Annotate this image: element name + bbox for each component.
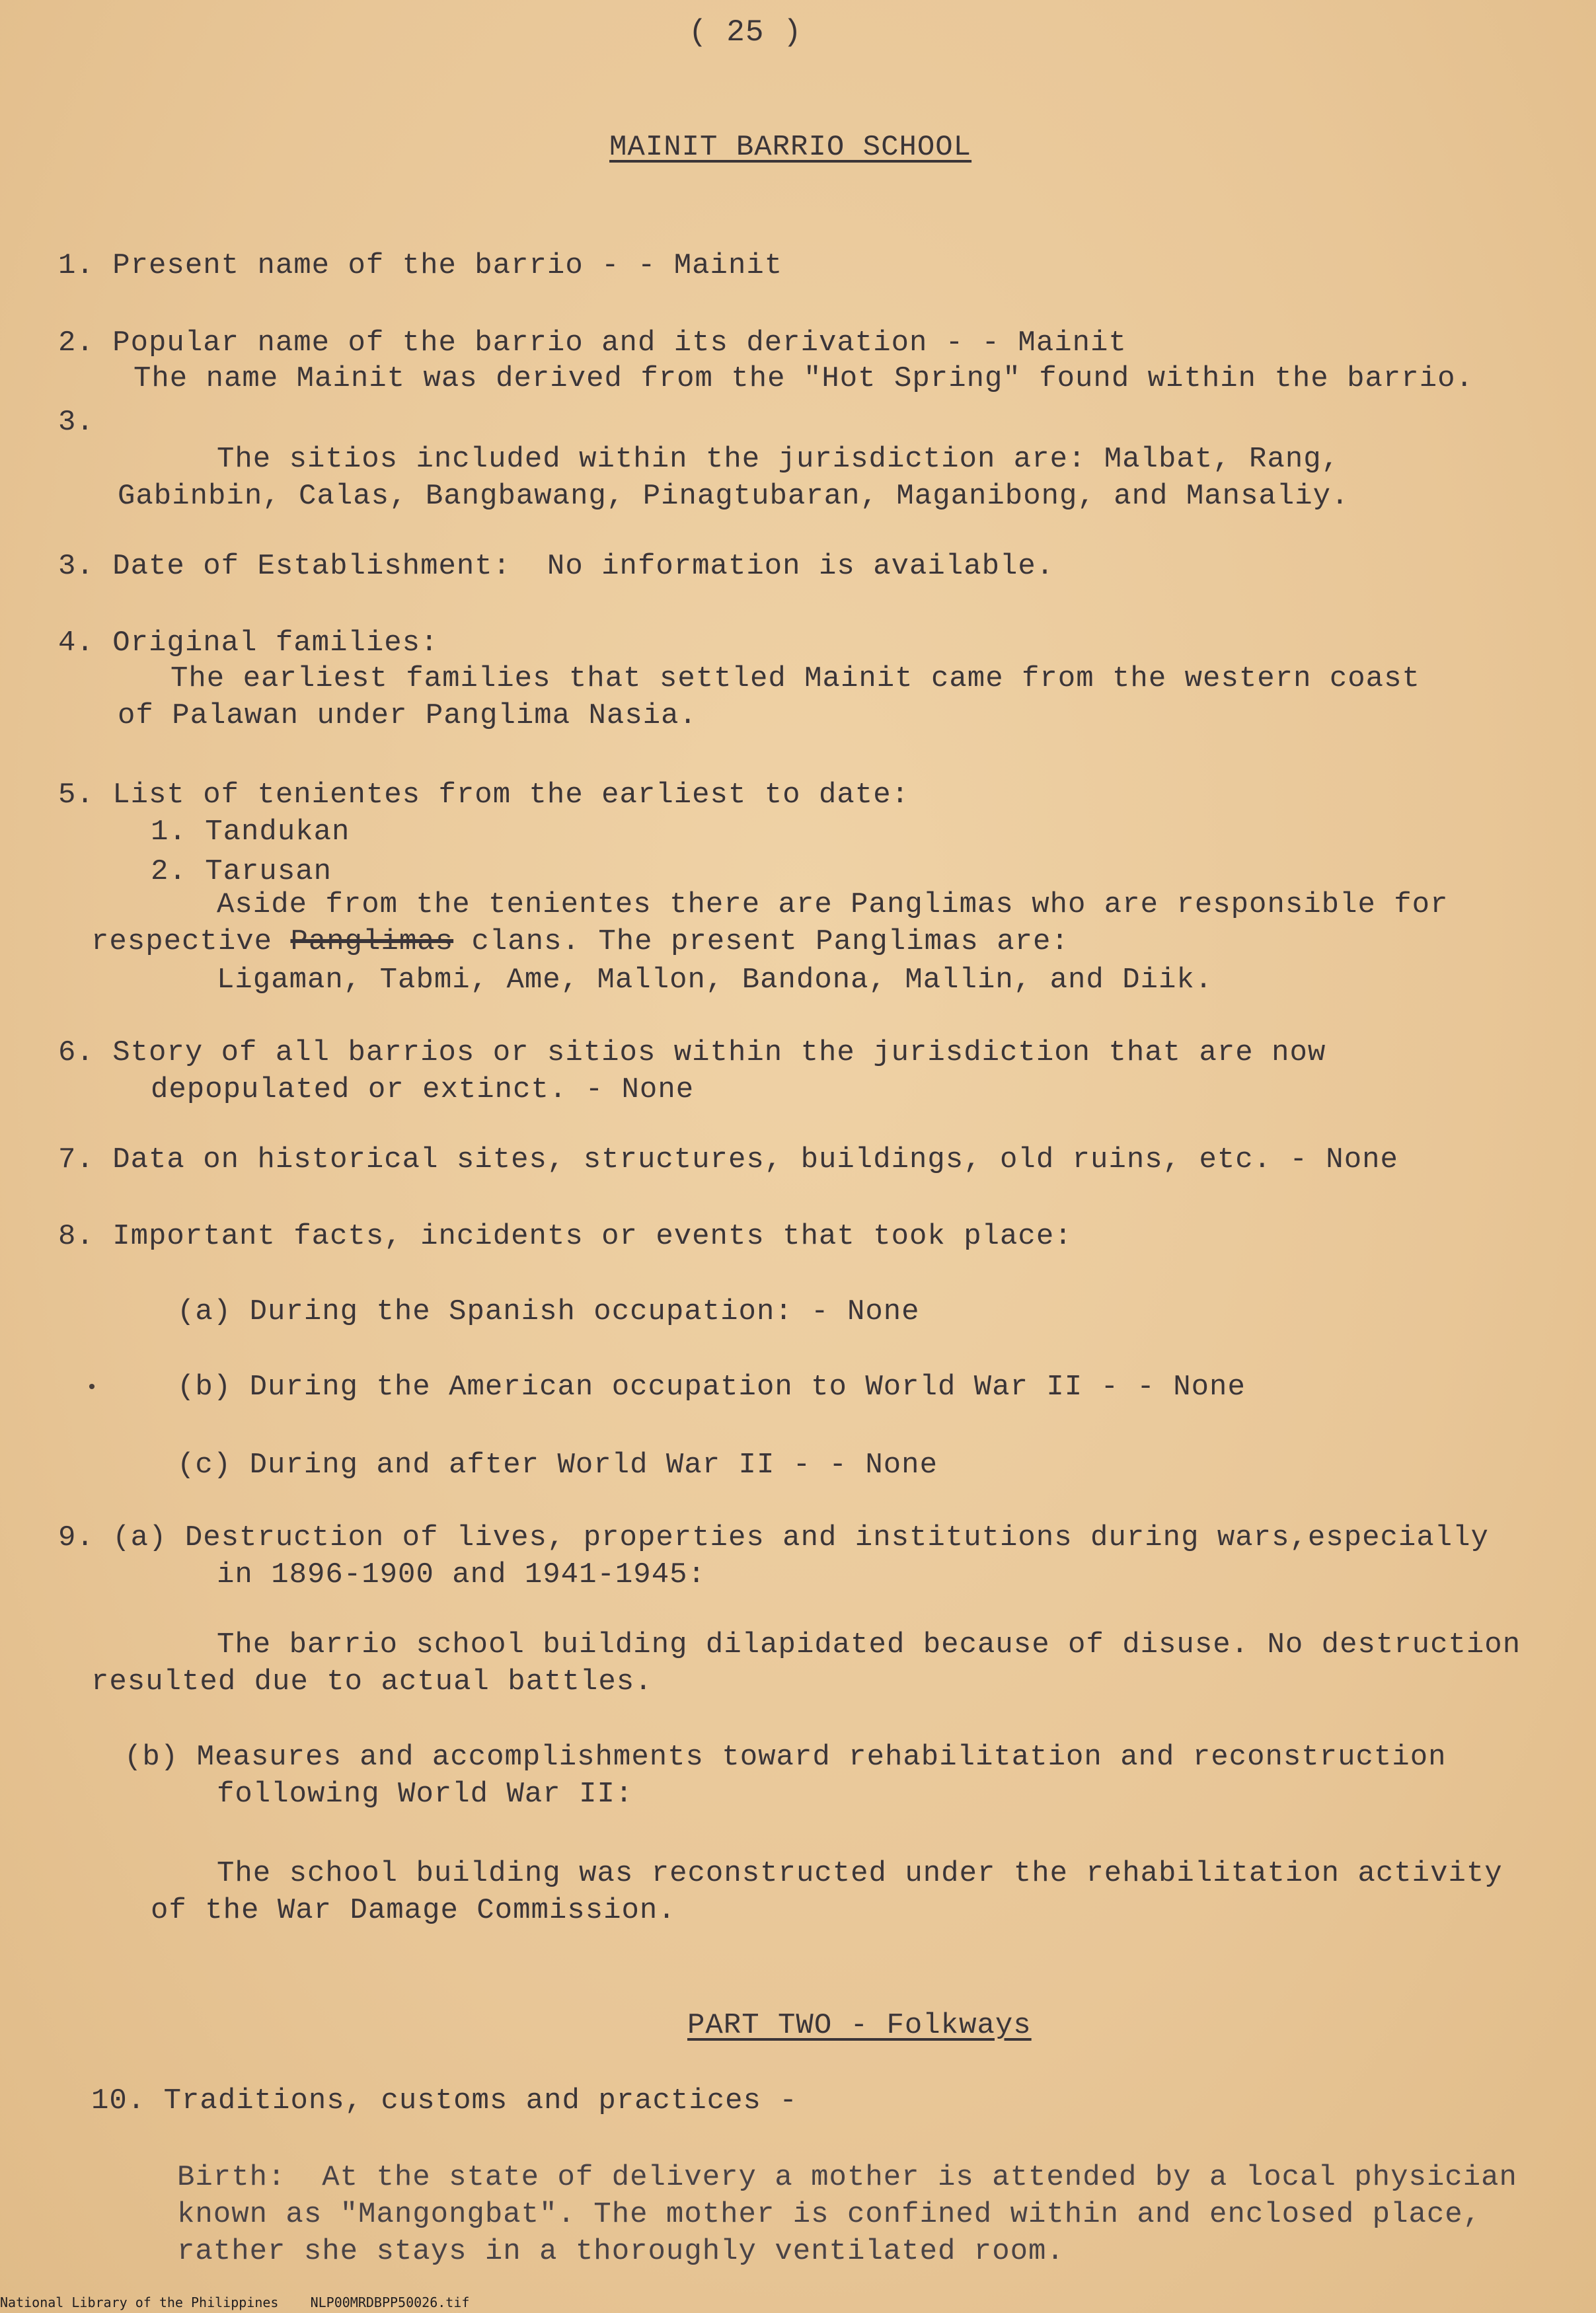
item-1: 1. Present name of the barrio - - Mainit xyxy=(58,249,783,282)
item-9b-text-line2: of the War Damage Commission. xyxy=(151,1894,676,1927)
item-9b-text-line1: The school building was reconstructed under the rehabilitation activity xyxy=(217,1857,1503,1890)
birth-text-line2: known as "Mangongbat". The mother is confined within and enclosed place, xyxy=(177,2198,1482,2231)
item-9b-heading-line2: following World War II: xyxy=(217,1778,634,1811)
item-8-heading: 8. Important facts, incidents or events that took place: xyxy=(58,1220,1073,1253)
item-7: 7. Data on historical sites, structures, buildings, old ruins, etc. - None xyxy=(58,1143,1398,1176)
stray-dot: • xyxy=(86,1377,98,1400)
item-9a-dates: in 1896-1900 and 1941-1945: xyxy=(217,1558,706,1591)
item-8a: (a) During the Spanish occupation: - None xyxy=(177,1295,920,1328)
item-5-list-2: 2. Tarusan xyxy=(151,855,332,888)
document-title: MAINIT BARRIO SCHOOL xyxy=(609,131,972,164)
item-2-text: The name Mainit was derived from the "Hot Spring" found within the barrio. xyxy=(133,362,1474,395)
item-5-text-line2-post: clans. The present Panglimas are: xyxy=(453,925,1069,958)
birth-text-line1: Birth: At the state of delivery a mother is attended by a local physician xyxy=(177,2161,1517,2194)
item-2-heading: 2. Popular name of the barrio and its derivation - - Mainit xyxy=(58,326,1127,360)
item-5-text-line3: Ligaman, Tabmi, Ame, Mallon, Bandona, Mallin, and Diik. xyxy=(217,964,1213,997)
item-9a-heading: 9. (a) Destruction of lives, properties and institutions during wars,especially xyxy=(58,1521,1489,1554)
item-9a-text-line2: resulted due to actual battles. xyxy=(91,1665,653,1698)
item-4-heading: 4. Original families: xyxy=(58,626,439,660)
item-5-text-line2 xyxy=(91,924,1069,960)
part-two-heading: PART TWO - Folkways xyxy=(687,2009,1032,2042)
item-9a-text-line1: The barrio school building dilapidated because of disuse. No destruction xyxy=(217,1628,1521,1661)
item-4-text-line2: of Palawan under Panglima Nasia. xyxy=(118,699,697,732)
scan-footer: National Library of the Philippines NLP00MRDBPP50026.tif xyxy=(0,2294,470,2310)
birth-text-line3: rather she stays in a thoroughly ventilated room. xyxy=(177,2235,1065,2268)
item-3-text-line1: The sitios included within the jurisdiction are: Malbat, Rang, xyxy=(217,443,1340,476)
item-3-text-line2: Gabinbin, Calas, Bangbawang, Pinagtubaran, Maganibong, and Mansaliy. xyxy=(118,480,1349,513)
page-number: ( 25 ) xyxy=(689,15,802,50)
item-8c: (c) During and after World War II - - None xyxy=(177,1449,938,1482)
item-5-list-1: 1. Tandukan xyxy=(151,815,350,849)
item-4-text-line1: The earliest families that settled Mainit came from the western coast xyxy=(171,662,1420,695)
item-6-heading: 6. Story of all barrios or sitios within the jurisdiction that are now xyxy=(58,1036,1326,1069)
item-5-text-line1: Aside from the tenientes there are Panglimas who are responsible for xyxy=(217,888,1449,921)
item-3-establishment: 3. Date of Establishment: No information is available. xyxy=(58,550,1055,583)
struck-out-word: Panglimas xyxy=(290,925,454,958)
item-6-text: depopulated or extinct. - None xyxy=(151,1073,695,1106)
item-3-number: 3. xyxy=(58,406,95,439)
item-9b-heading: (b) Measures and accomplishments toward rehabilitation and reconstruction xyxy=(124,1741,1447,1774)
item-5-text-line2-pre: respective xyxy=(91,925,291,958)
item-10-heading: 10. Traditions, customs and practices - xyxy=(91,2084,798,2117)
item-5-heading: 5. List of tenientes from the earliest to date: xyxy=(58,778,910,812)
item-8b: (b) During the American occupation to World War II - - None xyxy=(177,1371,1246,1404)
